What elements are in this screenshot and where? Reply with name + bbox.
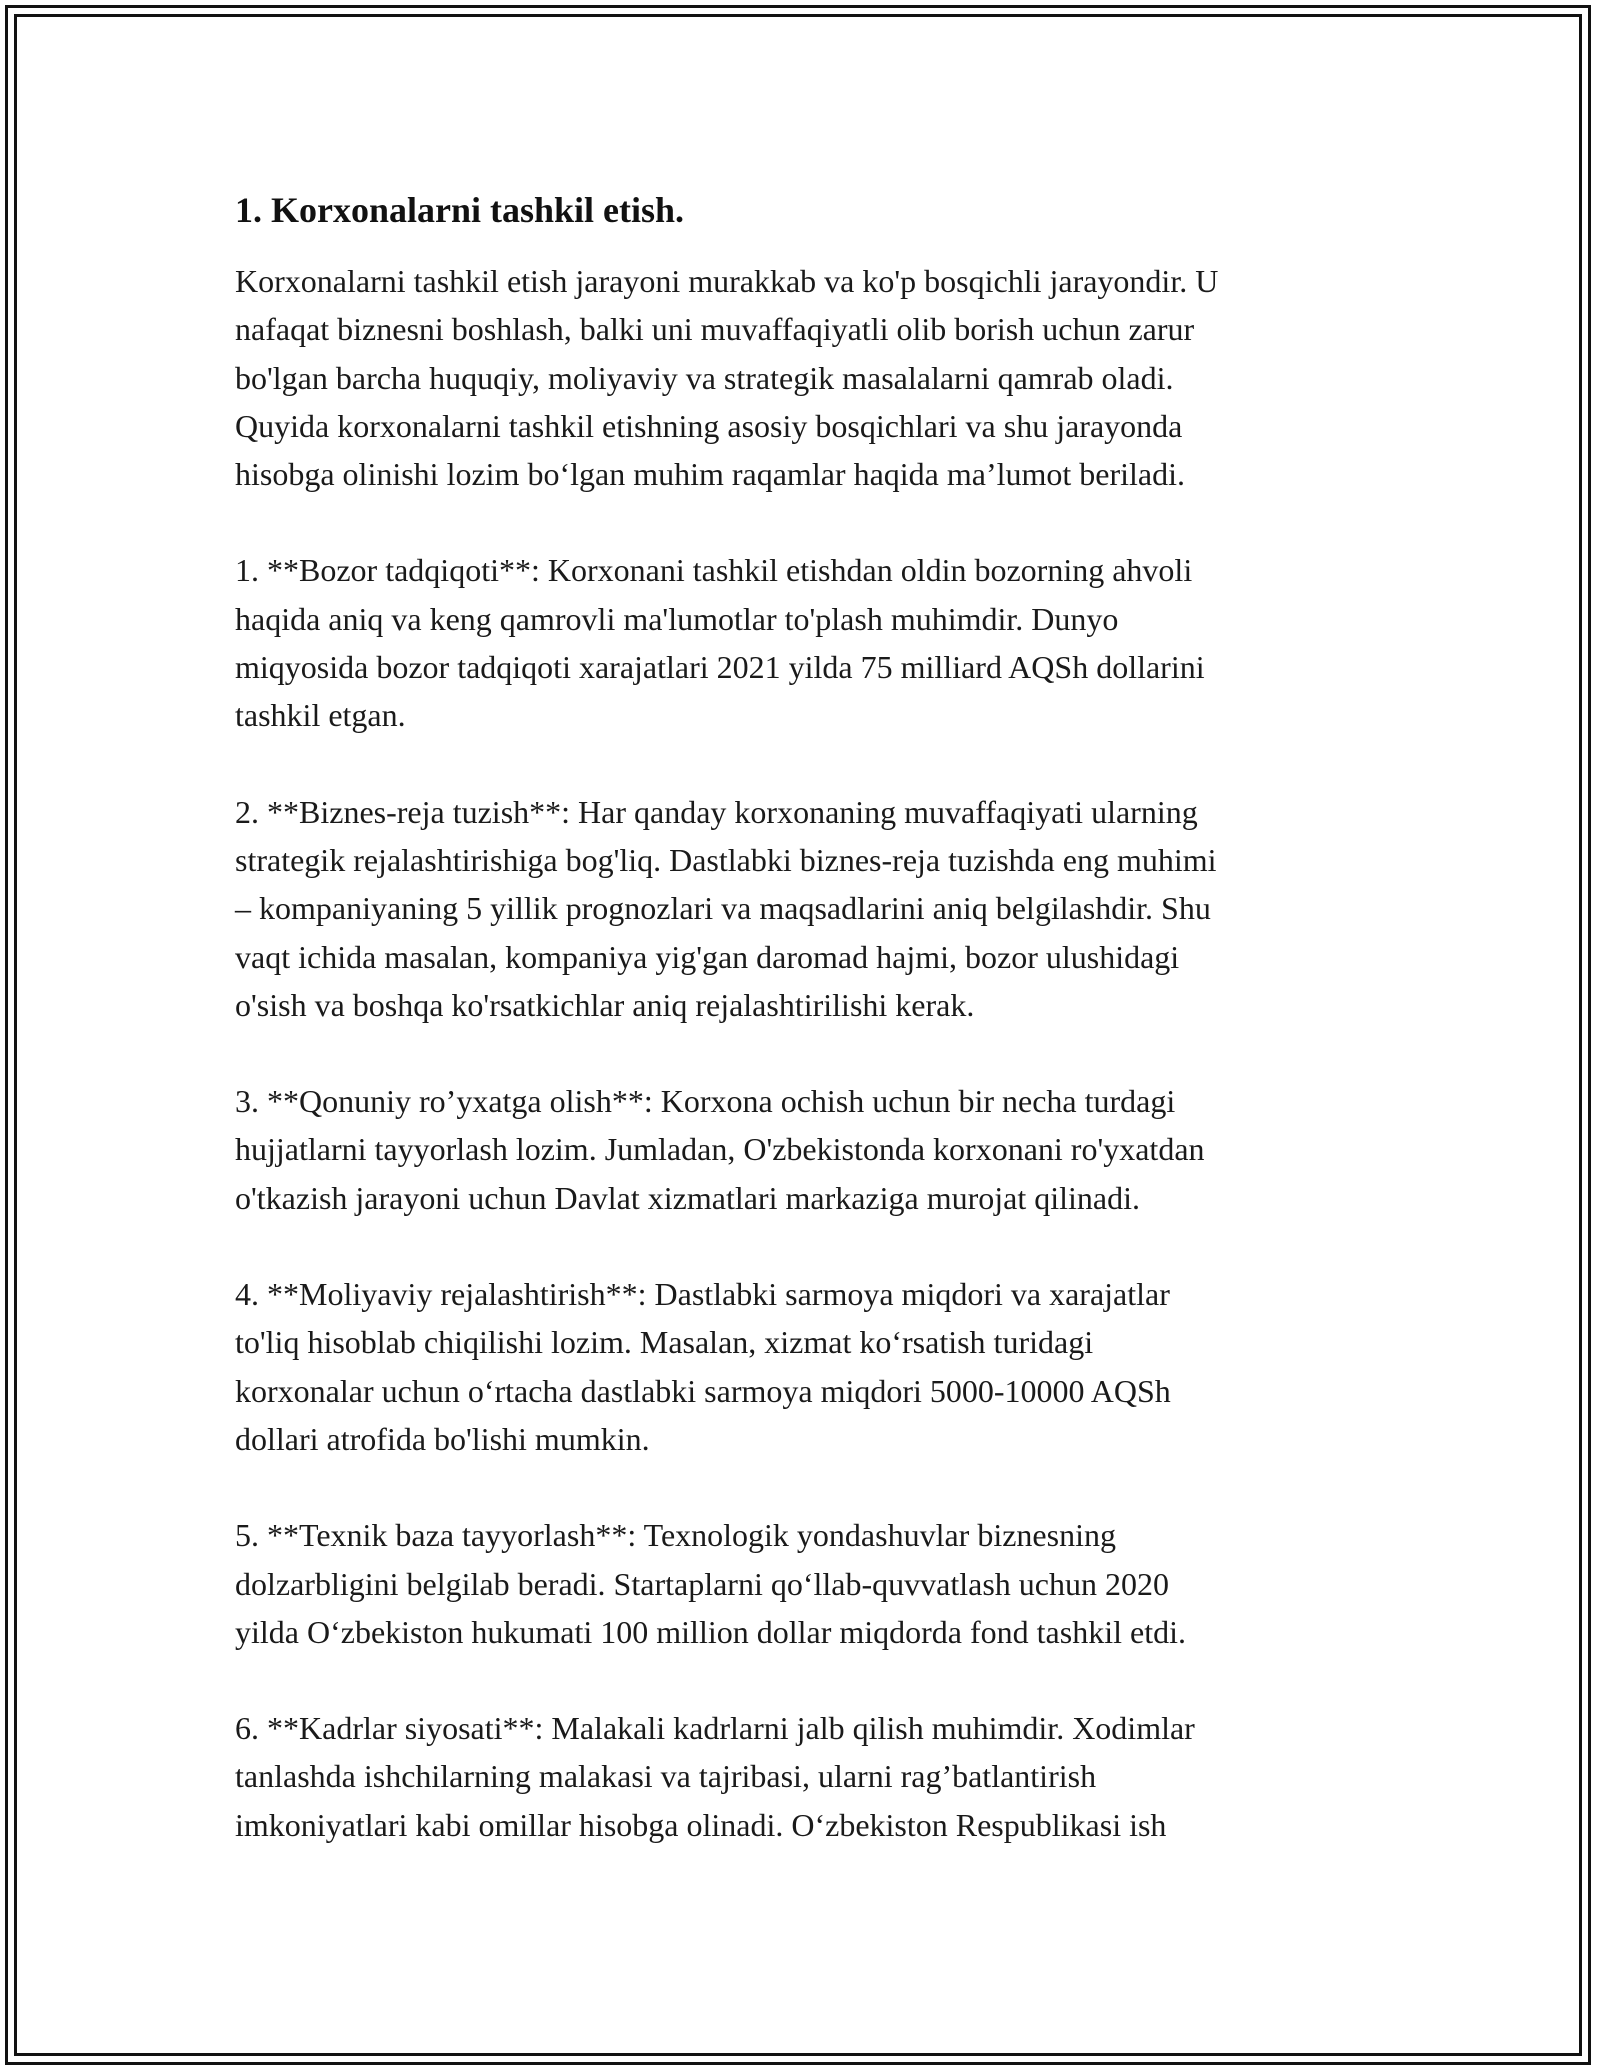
text-line: Quyida korxonalarni tashkil etishning asosiy bosqichlari va shu jarayonda — [235, 407, 1183, 444]
paragraph — [235, 1511, 1370, 1656]
paragraph — [235, 1704, 1370, 1849]
text-line: dollari atrofida bo'lishi mumkin. — [235, 1420, 650, 1457]
text-line: Korxonalarni tashkil etish jarayoni murakkab va ko'p bosqichli jarayondir. U — [235, 263, 1219, 299]
document-heading: 1. Korxonalarni tashkil etish. — [235, 190, 685, 230]
document-body — [235, 185, 1370, 1897]
text-line: 4. **Moliyaviy rejalashtirish**: Dastlabki sarmoya miqdori va xarajatlar — [235, 1276, 1170, 1313]
text-line: 2. **Biznes-reja tuzish**: Har qanday korxonaning muvaffaqiyati ularning — [235, 793, 1198, 830]
text-line: 5. **Texnik baza tayyorlash**: Texnologik yondashuvlar biznesning — [235, 1517, 1116, 1554]
text-line: korxonalar uchun o‘rtacha dastlabki sarmoya miqdori 5000-10000 AQSh — [235, 1372, 1171, 1409]
text-line: 1. **Bozor tadqiqoti**: Korxonani tashkil etishdan oldin bozorning ahvoli — [235, 552, 1193, 589]
text-line: vaqt ichida masalan, kompaniya yig'gan daromad hajmi, bozor ulushidagi — [235, 938, 1180, 975]
text-line: hisobga olinishi lozim bo‘lgan muhim raqamlar haqida ma’lumot beriladi. — [235, 456, 1186, 493]
text-line: dolzarbligini belgilab beradi. Startaplarni qo‘llab-quvvatlash uchun 2020 — [235, 1565, 1169, 1602]
text-line: tashkil etgan. — [235, 697, 406, 734]
text-line: tanlashda ishchilarning malakasi va tajribasi, ularni rag’batlantirish — [235, 1758, 1097, 1795]
paragraph-list — [235, 257, 1370, 1849]
text-line: nafaqat biznesni boshlash, balki uni muvaffaqiyatli olib borish uchun zarur — [235, 311, 1195, 348]
text-line: bo'lgan barcha huquqiy, moliyaviy va strategik masalalarni qamrab oladi. — [235, 359, 1174, 396]
text-line: to'liq hisoblab chiqilishi lozim. Masalan, xizmat ko‘rsatish turidagi — [235, 1324, 1094, 1361]
text-line: – kompaniyaning 5 yillik prognozlari va maqsadlarini aniq belgilashdir. Shu — [235, 890, 1211, 927]
paragraph — [235, 257, 1370, 498]
text-line: miqyosida bozor tadqiqoti xarajatlari 2021 yilda 75 milliard AQSh dollarini — [235, 649, 1205, 686]
text-line: 3. **Qonuniy ro’yxatga olish**: Korxona ochish uchun bir necha turdagi — [235, 1083, 1176, 1120]
text-line: 6. **Kadrlar siyosati**: Malakali kadrlarni jalb qilish muhimdir. Xodimlar — [235, 1710, 1195, 1747]
paragraph — [235, 788, 1370, 1029]
paragraph — [235, 1270, 1370, 1463]
text-line: o'tkazish jarayoni uchun Davlat xizmatlari markaziga murojat qilinadi. — [235, 1179, 1141, 1216]
text-line: hujjatlarni tayyorlash lozim. Jumladan, O'zbekistonda korxonani ro'yxatdan — [235, 1131, 1205, 1168]
text-line: imkoniyatlari kabi omillar hisobga olinadi. O‘zbekiston Respublikasi ish — [235, 1806, 1167, 1843]
text-line: strategik rejalashtirishiga bog'liq. Dastlabki biznes-reja tuzishda eng muhimi — [235, 841, 1217, 878]
paragraph — [235, 1077, 1370, 1222]
text-line: o'sish va boshqa ko'rsatkichlar aniq rejalashtirilishi kerak. — [235, 986, 975, 1023]
paragraph — [235, 546, 1370, 739]
text-line: yilda O‘zbekiston hukumati 100 million dollar miqdorda fond tashkil etdi. — [235, 1613, 1186, 1650]
text-line: haqida aniq va keng qamrovli ma'lumotlar to'plash muhimdir. Dunyo — [235, 600, 1119, 637]
